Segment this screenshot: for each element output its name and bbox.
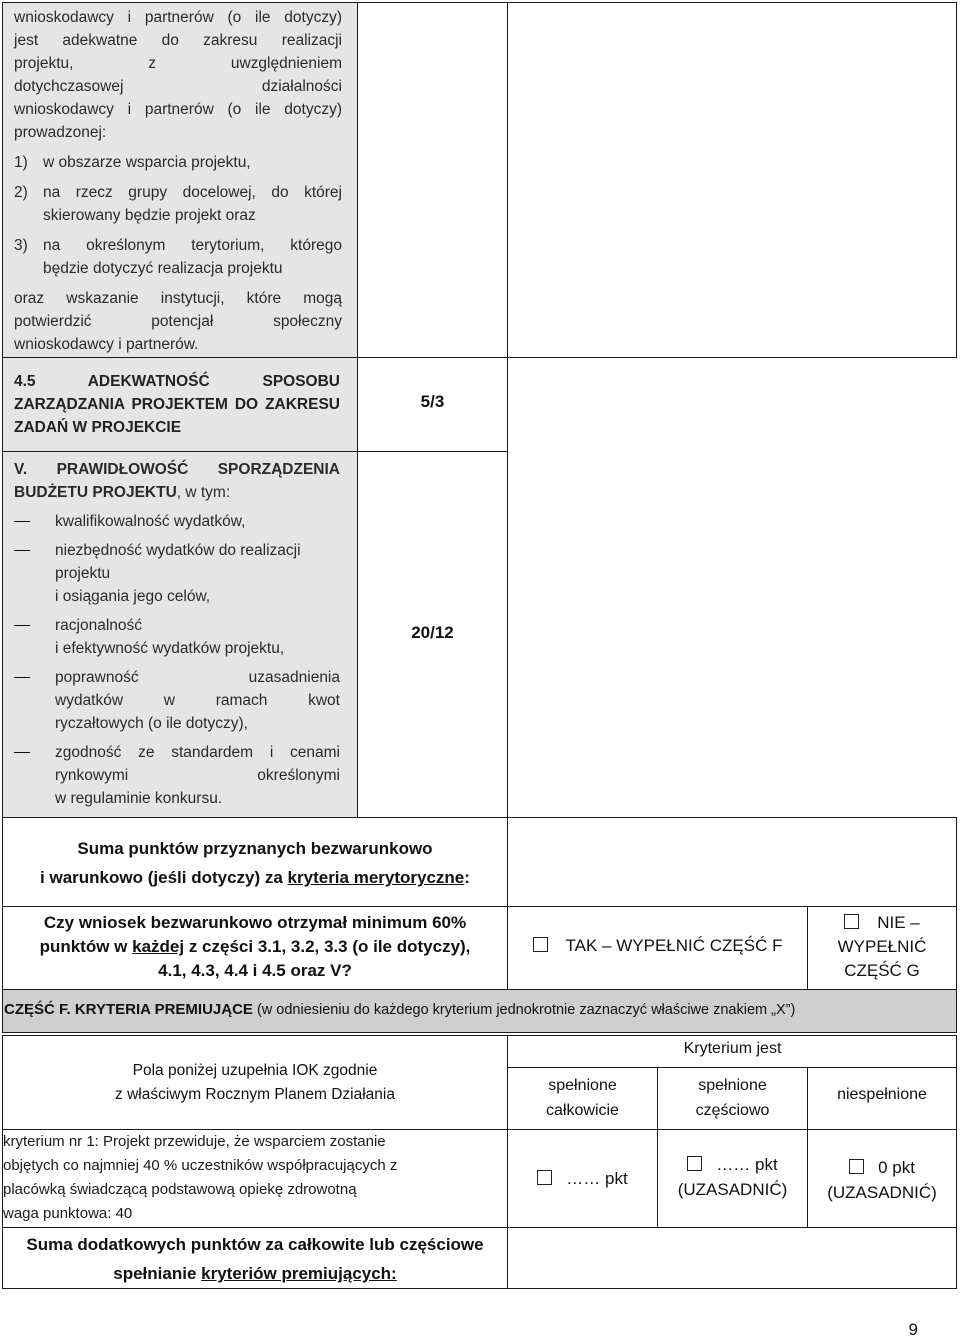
- criterion-1-text: kryterium nr 1: Projekt przewiduje, że wsparciem zostanie objętych co najmniej 40 % uczestników współpracujących z placówką świadczącą podstawową opiekę zdrowotną waga punktowa: 40: [3, 1133, 398, 1222]
- partial-option[interactable]: …… pkt (UZASADNIĆ): [677, 1155, 788, 1199]
- checkbox[interactable]: [844, 914, 859, 929]
- closing-line: oraz wskazanie instytucji, które mogą: [14, 290, 342, 307]
- part-f-header: CZĘŚĆ F. KRYTERIA PREMIUJĄCE (w odniesieniu do każdego kryterium jednokrotnie zaznaczyć właściwe znakiem „X”): [4, 1001, 796, 1018]
- intro-line: wnioskodawcy i partnerów (o ile dotyczy): [14, 9, 342, 26]
- list-item: 3) na określonym terytorium, którego będzie dotyczyć realizacja projektu: [14, 234, 342, 280]
- budget-title: V. PRAWIDŁOWOŚĆ SPORZĄDZENIA: [14, 461, 340, 478]
- merit-sum-value-cell: [507, 817, 957, 907]
- criterion-4-4-score-cell: [357, 2, 508, 358]
- page-number: 9: [908, 1320, 918, 1339]
- yes-option[interactable]: TAK – WYPEŁNIĆ CZĘŚĆ F: [507, 936, 808, 956]
- list-item-number: 3): [14, 237, 28, 254]
- closing-line: wnioskodawcy i partnerów.: [14, 336, 199, 353]
- intro-line: dotychczasowej działalności: [14, 78, 342, 95]
- criterion-4-5-score: 5/3: [420, 392, 445, 411]
- checkbox[interactable]: [533, 937, 548, 952]
- intro-line: projektu, z uwzględnieniem: [14, 55, 342, 72]
- premium-sum-label: Suma dodatkowych punktów za całkowite lub częściowe spełnianie kryteriów premiujących:: [26, 1235, 484, 1283]
- list-item: 1) w obszarze wsparcia projektu,: [14, 151, 342, 174]
- full-option[interactable]: …… pkt: [507, 1169, 658, 1189]
- col-none-header: niespełnione: [837, 1086, 927, 1103]
- criterion-header: Kryterium jest: [683, 1040, 782, 1057]
- budget-bullet: racjonalność i efektywność wydatków projektu,: [14, 614, 340, 660]
- criterion-4-4-text: [14, 6, 342, 356]
- iok-note: Pola poniżej uzupełnia IOK zgodnie z właściwym Rocznym Planem Działania: [115, 1062, 395, 1103]
- checkbox[interactable]: [537, 1170, 552, 1185]
- budget-bullet: niezbędność wydatków do realizacji projektu i osiągania jego celów,: [14, 539, 340, 608]
- minimum-question: Czy wniosek bezwarunkowo otrzymał minimum 60% punktów w każdej z części 3.1, 3.2, 3.3 (o ile dotyczy), 4.1, 4.3, 4.4 i 4.5 oraz V?: [39, 913, 471, 980]
- closing-line: potwierdzić potencjał społeczny: [14, 313, 342, 330]
- premium-sum-value-cell: [507, 1227, 957, 1289]
- merit-sum-label: Suma punktów przyznanych bezwarunkowo i warunkowo (jeśli dotyczy) za kryteria merytoryczne:: [40, 839, 470, 887]
- budget-criteria-text: [14, 458, 340, 810]
- none-option[interactable]: 0 pkt (UZASADNIĆ): [827, 1158, 937, 1202]
- no-option[interactable]: NIE – WYPEŁNIĆ CZĘŚĆ G: [837, 913, 927, 980]
- criterion-4-5-title: 4.5 ADEKWATNOŚĆ SPOSOBU ZARZĄDZANIA PROJEKTEM DO ZAKRESU ZADAŃ W PROJEKCIE: [14, 373, 340, 436]
- col-full-header: spełnione całkowicie: [546, 1077, 619, 1119]
- budget-subtitle: BUDŻETU PROJEKTU, w tym:: [14, 484, 231, 501]
- checkbox[interactable]: [687, 1156, 702, 1171]
- intro-line: jest adekwatne do zakresu realizacji: [14, 32, 342, 49]
- checkbox[interactable]: [849, 1159, 864, 1174]
- criterion-4-4-empty-cell: [507, 2, 957, 358]
- budget-bullet: zgodność ze standardem i cenami rynkowymi określonymi w regulaminie konkursu.: [14, 741, 340, 810]
- intro-line: wnioskodawcy i partnerów (o ile dotyczy): [14, 101, 342, 118]
- list-item-number: 1): [14, 154, 28, 171]
- intro-line: prowadzonej:: [14, 124, 107, 141]
- list-item-number: 2): [14, 184, 28, 201]
- col-partial-header: spełnione częściowo: [695, 1077, 770, 1119]
- budget-bullet: kwalifikowalność wydatków,: [14, 510, 340, 533]
- list-item: 2) na rzecz grupy docelowej, do której skierowany będzie projekt oraz: [14, 181, 342, 227]
- budget-bullet: poprawność uzasadnienia wydatków w ramach kwot ryczałtowych (o ile dotyczy),: [14, 666, 340, 735]
- budget-score: 20/12: [411, 623, 454, 642]
